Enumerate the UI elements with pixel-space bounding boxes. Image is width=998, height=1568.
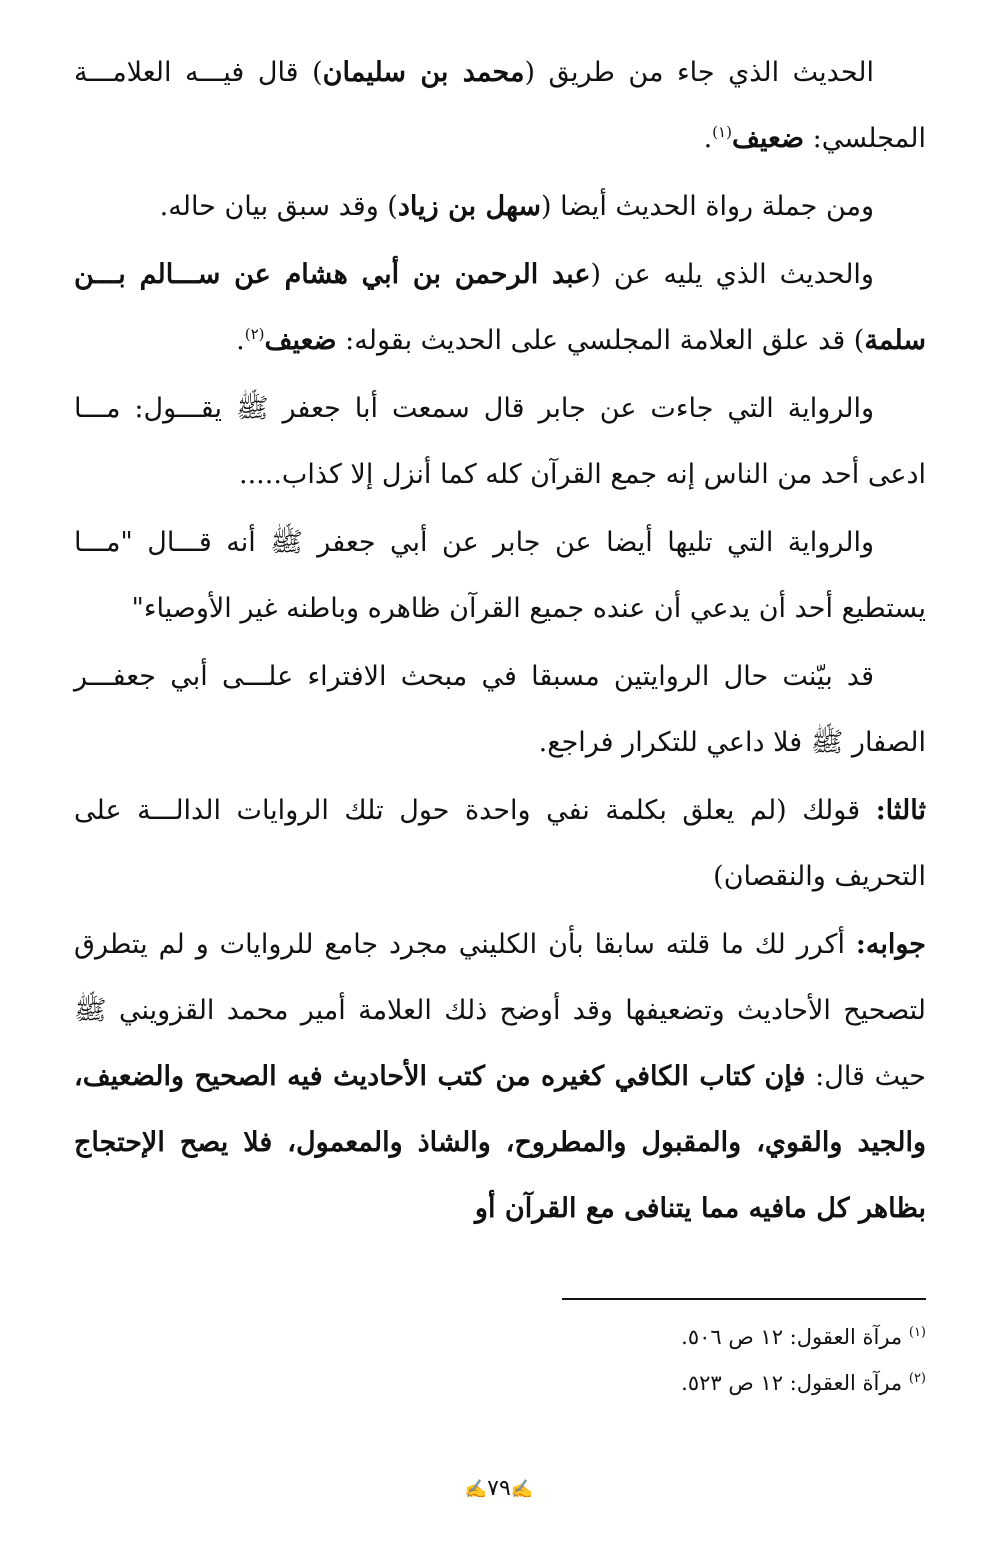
bold-text: عبد الرحمن بن أبي هشام عن ســـالم بـــن سلمة bbox=[74, 259, 926, 356]
bold-text: محمد بن سليمان bbox=[322, 57, 525, 88]
paragraph bbox=[74, 376, 926, 508]
footnote-1-text: مرآة العقول: ١٢ ص ٥٠٦. bbox=[681, 1325, 909, 1349]
text-run: أكرر لك ما قلته سابقا بأن الكليني مجرد جامع للروايات و لم يتطرق لتصحيح الأحاديث وتضعيفها وقد أوضح ذلك العلامة أمير محمد القزويني ﷺ حيث قال: bbox=[74, 929, 926, 1092]
footnote-2 bbox=[74, 1360, 926, 1406]
footnote-2-mark: (٢) bbox=[908, 1371, 926, 1386]
text-run: قولك (لم يعلق بكلمة نفي واحدة حول تلك الروايات الدالـــة على التحريف والنقصان) bbox=[74, 795, 926, 892]
bold-text: ثالثا: bbox=[875, 795, 926, 826]
page-number-line bbox=[0, 1476, 998, 1501]
quill-ornament-icon: ✍ bbox=[464, 1478, 488, 1500]
footnotes bbox=[74, 1314, 926, 1406]
text-run: ) قال فيـــه العلامـــة المجلسي: bbox=[74, 57, 926, 154]
bold-text: ضعيف bbox=[264, 325, 337, 356]
footnote-1 bbox=[74, 1314, 926, 1360]
paragraph bbox=[74, 644, 926, 776]
paragraph bbox=[74, 778, 926, 910]
footnote-1-mark: (١) bbox=[908, 1325, 926, 1340]
paragraph bbox=[74, 174, 926, 240]
bold-text: سهل بن زياد bbox=[397, 191, 542, 222]
text-run: الحديث الذي جاء من طريق ( bbox=[524, 57, 875, 88]
text-run: . bbox=[236, 325, 245, 356]
footnote-reference: (١) bbox=[712, 123, 732, 141]
text-run: ) قد علق العلامة المجلسي على الحديث بقوله: bbox=[336, 325, 865, 356]
paragraph bbox=[74, 912, 926, 1242]
bold-text: فإن كتاب الكافي كغيره من كتب الأحاديث فيه الصحيح والضعيف، والجيد والقوي، والمقبول والمطروح، والشاذ والمعمول، فلا يصح الإحتجاج بظاهر كل مافيه مما يتنافى مع القرآن أو bbox=[74, 1061, 926, 1224]
bold-text: ضعيف bbox=[731, 123, 805, 154]
text-run: قد بيّنت حال الروايتين مسبقا في مبحث الافتراء علـــى أبي جعفـــر الصفار ﷺ فلا داعي للتكرار فراجع. bbox=[74, 661, 926, 758]
text-run: والرواية التي جاءت عن جابر قال سمعت أبا جعفر ﷺ يقـــول: مـــا ادعى أحد من الناس إنه جمع القرآن كله كما أنزل إلا كذاب..... bbox=[74, 393, 926, 490]
quill-ornament-icon: ✍ bbox=[510, 1478, 534, 1500]
text-run: . bbox=[703, 123, 713, 154]
footnote-2-text: مرآة العقول: ١٢ ص ٥٢٣. bbox=[681, 1371, 909, 1395]
page-number: ٧٩ bbox=[487, 1476, 511, 1501]
text-run: والرواية التي تليها أيضا عن جابر عن أبي جعفر ﷺ أنه قـــال "مـــا يستطيع أحد أن يدعي أن عنده جميع القرآن ظاهره وباطنه غير الأوصياء" bbox=[74, 527, 926, 624]
text-run: ومن جملة رواة الحديث أيضا ( bbox=[541, 191, 874, 222]
paragraph bbox=[74, 510, 926, 642]
paragraph bbox=[74, 242, 926, 374]
page-body bbox=[74, 40, 926, 1244]
footnote-divider bbox=[562, 1298, 926, 1300]
text-run: والحديث الذي يليه عن ( bbox=[590, 259, 874, 290]
bold-text: جوابه: bbox=[855, 929, 926, 960]
text-run: ) وقد سبق بيان حاله. bbox=[159, 191, 398, 222]
footnote-reference: (٢) bbox=[244, 325, 265, 343]
paragraph bbox=[74, 40, 926, 172]
